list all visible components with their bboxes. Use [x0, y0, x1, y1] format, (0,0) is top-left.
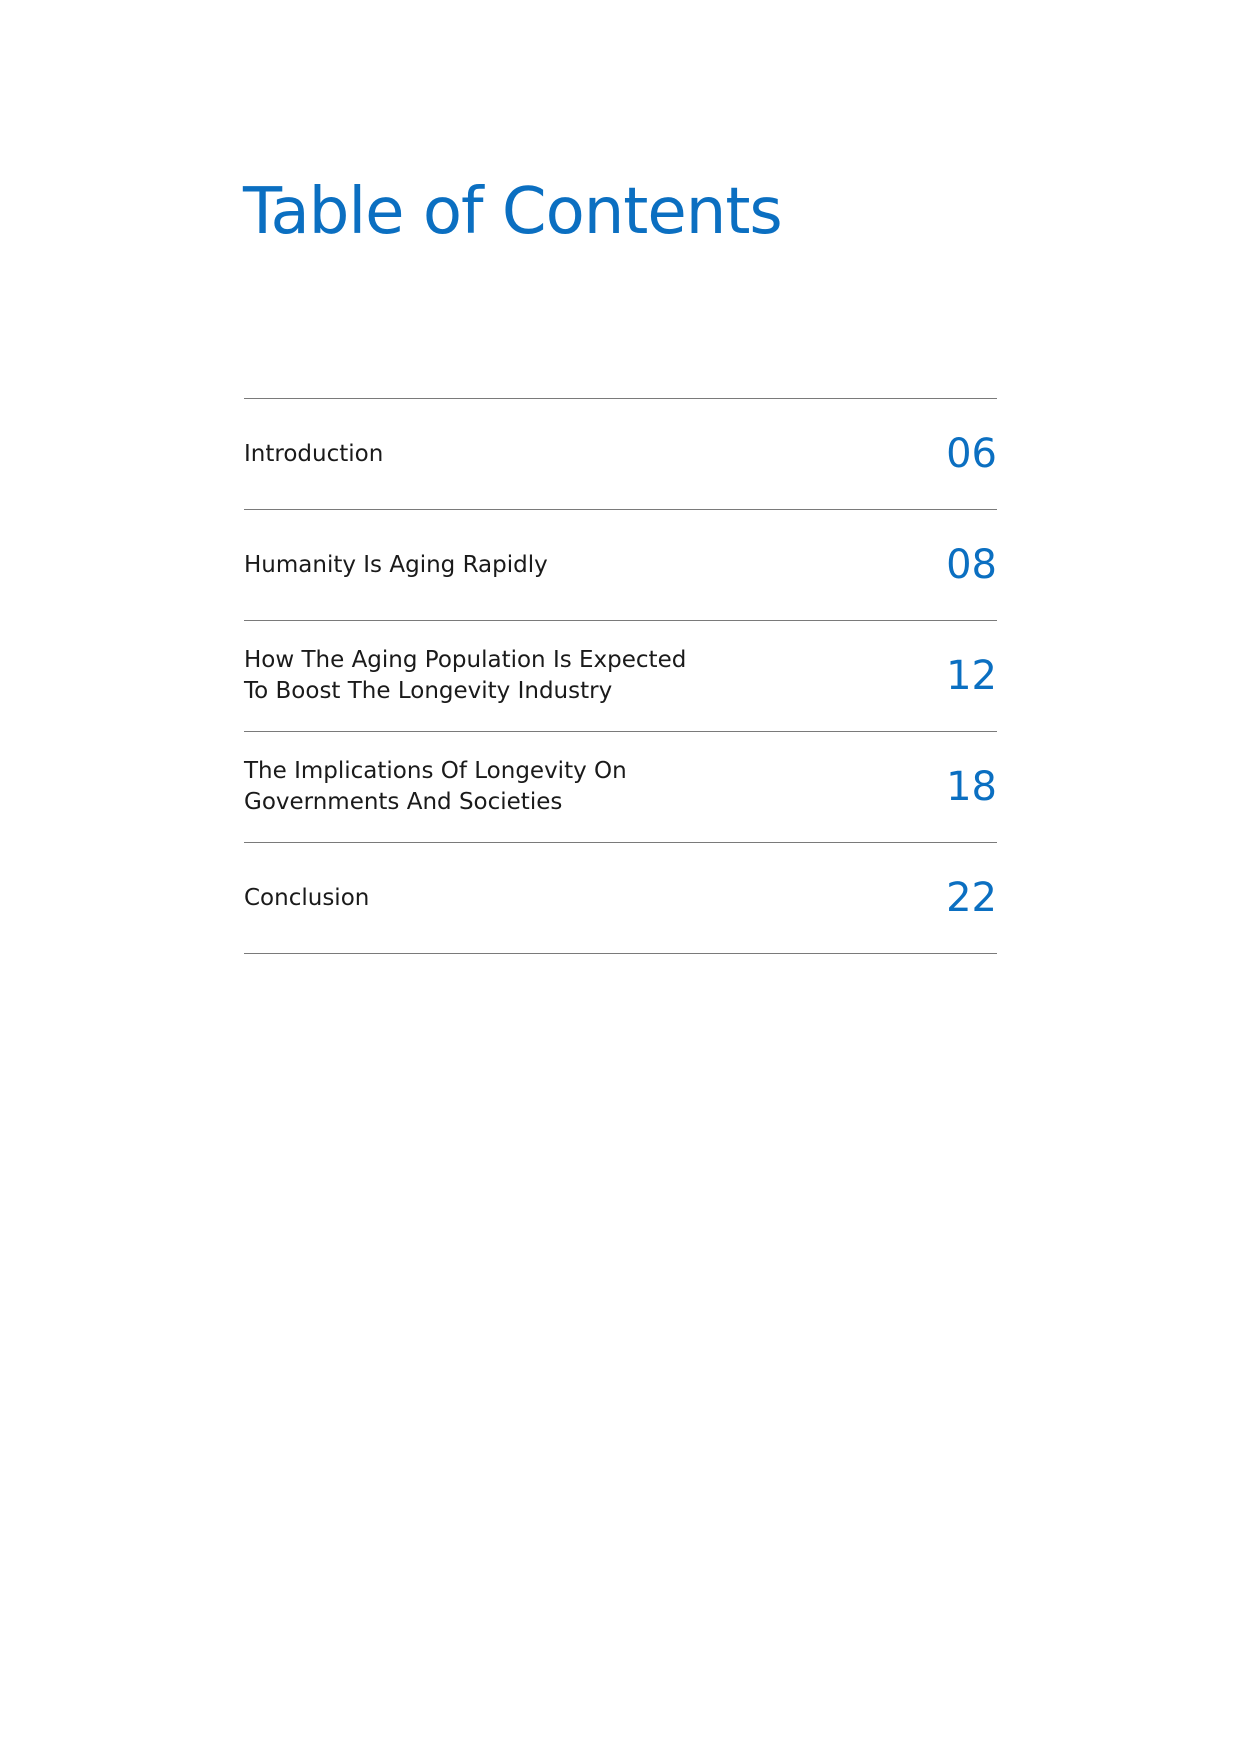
toc-entry-page-number: 12	[946, 653, 997, 699]
table-of-contents	[244, 398, 997, 954]
toc-entry-page-number: 18	[946, 764, 997, 810]
toc-entry-page-number: 22	[946, 875, 997, 921]
toc-entry-introduction[interactable]	[244, 399, 997, 510]
toc-entry-label: Introduction	[244, 440, 384, 467]
toc-entry-page-number: 06	[946, 431, 997, 477]
toc-entry-page-number: 08	[946, 542, 997, 588]
toc-entry-implications[interactable]	[244, 732, 997, 843]
toc-entry-label: Conclusion	[244, 884, 370, 911]
page-title: Table of Contents	[243, 175, 782, 249]
toc-entry-longevity-industry[interactable]	[244, 621, 997, 732]
toc-entry-label: Humanity Is Aging Rapidly	[244, 551, 548, 578]
toc-entry-conclusion[interactable]	[244, 843, 997, 954]
toc-entry-label: The Implications Of Longevity On Governments And Societies	[244, 758, 627, 815]
toc-entry-label: How The Aging Population Is Expected To Boost The Longevity Industry	[244, 647, 687, 704]
toc-entry-humanity-aging[interactable]	[244, 510, 997, 621]
